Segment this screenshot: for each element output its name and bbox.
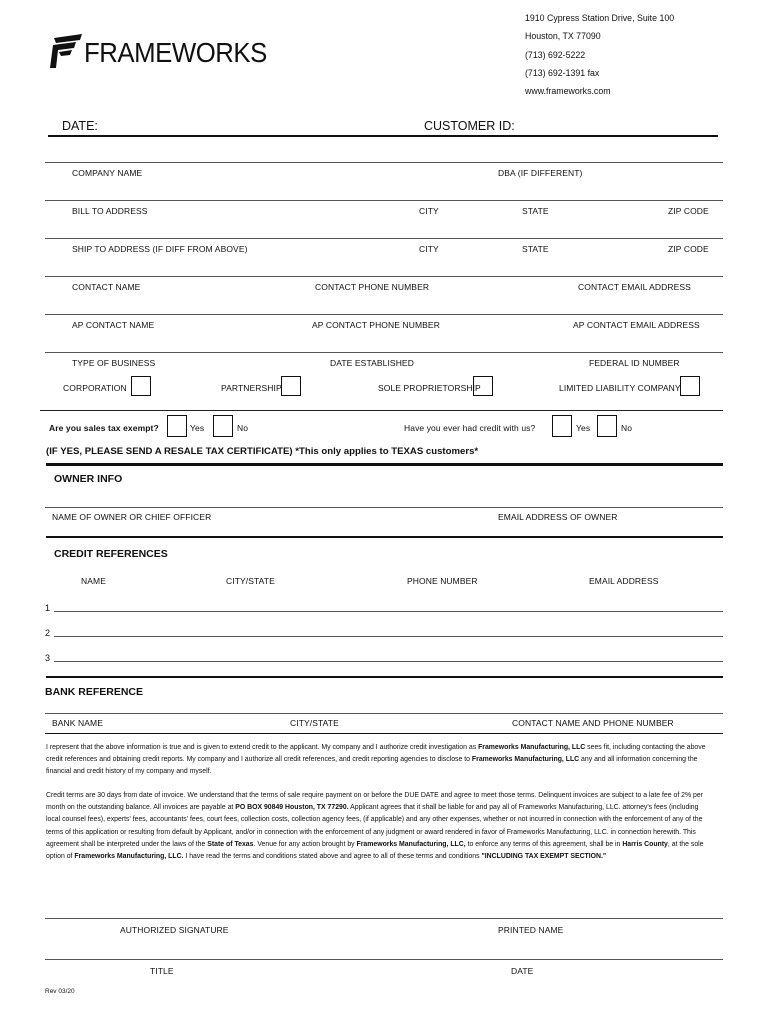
tax-exempt-no-label: No [237, 423, 249, 433]
ship-to-label: SHIP TO ADDRESS (IF DIFF FROM ABOVE) [72, 244, 248, 254]
logo-mark-icon [50, 34, 86, 70]
tax-exempt-yes-label: Yes [190, 423, 205, 433]
bank-contact-label: CONTACT NAME AND PHONE NUMBER [512, 718, 674, 728]
tax-exempt-question: Are you sales tax exempt? [49, 423, 159, 433]
printed-name-label: PRINTED NAME [498, 925, 564, 935]
company-name-label: COMPANY NAME [72, 168, 143, 178]
bank-divider [46, 676, 723, 678]
ap-contact-name-label: AP CONTACT NAME [72, 320, 155, 330]
partnership-label: PARTNERSHIP [221, 383, 282, 393]
credit-ref-line-2[interactable] [54, 636, 723, 637]
credit-col-name: NAME [81, 576, 106, 586]
ship-to-line[interactable] [45, 238, 723, 239]
owner-email-label: EMAIL ADDRESS OF OWNER [498, 512, 618, 522]
llc-label: LIMITED LIABILITY COMPANY [559, 383, 681, 393]
ap-contact-email-label: AP CONTACT EMAIL ADDRESS [573, 320, 700, 330]
phone: (713) 692-5222 [525, 49, 586, 60]
corporation-label: CORPORATION [63, 383, 127, 393]
credit-col-phone: PHONE NUMBER [407, 576, 478, 586]
owner-divider [46, 463, 723, 466]
address-line1: 1910 Cypress Station Drive, Suite 100 [525, 13, 675, 23]
company-name-line[interactable] [45, 162, 723, 163]
signature-line[interactable] [45, 918, 723, 919]
bill-to-label: BILL TO ADDRESS [72, 206, 148, 216]
credit-divider [46, 536, 723, 538]
contact-email-label: CONTACT EMAIL ADDRESS [578, 282, 691, 292]
terms-paragraph: Credit terms are 30 days from date of invoice. We understand that the terms of sale require payment on or before the DUE DATE and agree to meet those terms. Delinquent invoices are subject to a late fee of 2% per month on the outstanding balance. All invoices are payable at PO BOX 90849 Houston, TX 77290. Applicant agrees that it shall be liable for and pay all of Frameworks Manufacturing, LLC. attorney's fees (including local counsel fees), experts' fees, accountants' fees, court fees, collection costs, collection agency fees, (if applicable) and any other expenses, whether or not incurred in connection with the enforcement of any of the terms of this application or resulting from default by Applicant, and/or in connection with the enforcement of any judgment or award rendered in favor of Frameworks Manufacturing, LLC. in connection herewith. This agreement shall be interpreted under the laws of the State of Texas. Venue for any action brought by Frameworks Manufacturing, LLC, to enforce any terms of this agreement, shall be in Harris County, at the sole option of Frameworks Manufacturing, LLC. I have read the terms and conditions stated above and agree to all of these terms and conditions "INCLUDING TAX EXEMPT SECTION." [46, 792, 704, 861]
title-label: TITLE [150, 966, 174, 976]
bill-to-line[interactable] [45, 200, 723, 201]
credit-ref-number-1: 1 [45, 603, 51, 613]
title-date-line[interactable] [45, 959, 723, 960]
federal-id-label: FEDERAL ID NUMBER [589, 358, 680, 368]
credit-ref-line-3[interactable] [54, 661, 723, 662]
bank-line[interactable] [45, 713, 723, 714]
fax: (713) 692-1391 fax [525, 67, 600, 78]
company-address [525, 9, 674, 100]
credit-col-email: EMAIL ADDRESS [589, 576, 659, 586]
ship-zip-label: ZIP CODE [668, 244, 709, 254]
ship-state-label: STATE [522, 244, 549, 254]
credit-history-yes-checkbox[interactable] [552, 415, 572, 437]
credit-history-yes-label: Yes [576, 423, 591, 433]
partnership-checkbox[interactable] [281, 376, 301, 396]
bank-city-label: CITY/STATE [290, 718, 339, 728]
revision-label: Rev 03/20 [45, 988, 75, 995]
authorization-paragraph: I represent that the above information is true and is given to extend credit to the applicant. My company and I authorize credit investigation as Frameworks Manufacturing, LLC sees fit, including contacting the above credit references and obtaining credit reports. My company and I authorize all credit references, and credit reporting agencies to disclose to Frameworks Manufacturing, LLC any and all information concerning the financial and credit history of my company and myself. [46, 744, 706, 776]
sole-proprietorship-label: SOLE PROPRIETORSHIP [378, 383, 481, 393]
bank-name-label: BANK NAME [52, 718, 103, 728]
date-label: DATE: [62, 119, 98, 133]
authorized-signature-label: AUTHORIZED SIGNATURE [120, 925, 229, 935]
type-of-business-label: TYPE OF BUSINESS [72, 358, 156, 368]
customer-id-label: CUSTOMER ID: [424, 119, 515, 133]
llc-checkbox[interactable] [680, 376, 700, 396]
logo-text: FRAMEWORKS [84, 37, 267, 68]
credit-references-title: CREDIT REFERENCES [54, 548, 168, 560]
header-underline [48, 135, 718, 137]
credit-history-question: Have you ever had credit with us? [404, 423, 536, 433]
contact-name-label: CONTACT NAME [72, 282, 141, 292]
tax-exempt-yes-checkbox[interactable] [167, 415, 187, 437]
date-established-label: DATE ESTABLISHED [330, 358, 414, 368]
dba-label: DBA (IF DIFFERENT) [498, 168, 583, 178]
bill-state-label: STATE [522, 206, 549, 216]
bank-underline [45, 733, 723, 734]
bill-city-label: CITY [419, 206, 439, 216]
credit-history-no-label: No [621, 423, 633, 433]
ap-contact-line[interactable] [45, 314, 723, 315]
credit-col-city: CITY/STATE [226, 576, 275, 586]
owner-name-label: NAME OF OWNER OR CHIEF OFFICER [52, 512, 212, 522]
credit-history-no-checkbox[interactable] [597, 415, 617, 437]
business-line[interactable] [45, 352, 723, 353]
resale-certificate-note: (IF YES, PLEASE SEND A RESALE TAX CERTIFICATE) *This only applies to TEXAS customers* [46, 446, 479, 457]
contact-phone-label: CONTACT PHONE NUMBER [315, 282, 430, 292]
credit-ref-number-2: 2 [45, 628, 51, 638]
tax-exempt-no-checkbox[interactable] [213, 415, 233, 437]
credit-ref-line-1[interactable] [54, 611, 723, 612]
owner-info-title: OWNER INFO [54, 473, 123, 485]
owner-line[interactable] [45, 507, 723, 508]
credit-ref-number-3: 3 [45, 653, 51, 663]
sole-proprietorship-checkbox[interactable] [473, 376, 493, 396]
bill-zip-label: ZIP CODE [668, 206, 709, 216]
address-line2: Houston, TX 77090 [525, 31, 601, 42]
tax-top-line [40, 410, 723, 411]
contact-line[interactable] [45, 276, 723, 277]
website: www.frameworks.com [525, 86, 611, 97]
date-signature-label: DATE [511, 966, 534, 976]
corporation-checkbox[interactable] [131, 376, 151, 396]
ap-contact-phone-label: AP CONTACT PHONE NUMBER [312, 320, 440, 330]
company-logo [50, 34, 270, 70]
bank-reference-title: BANK REFERENCE [45, 686, 144, 698]
ship-city-label: CITY [419, 244, 439, 254]
